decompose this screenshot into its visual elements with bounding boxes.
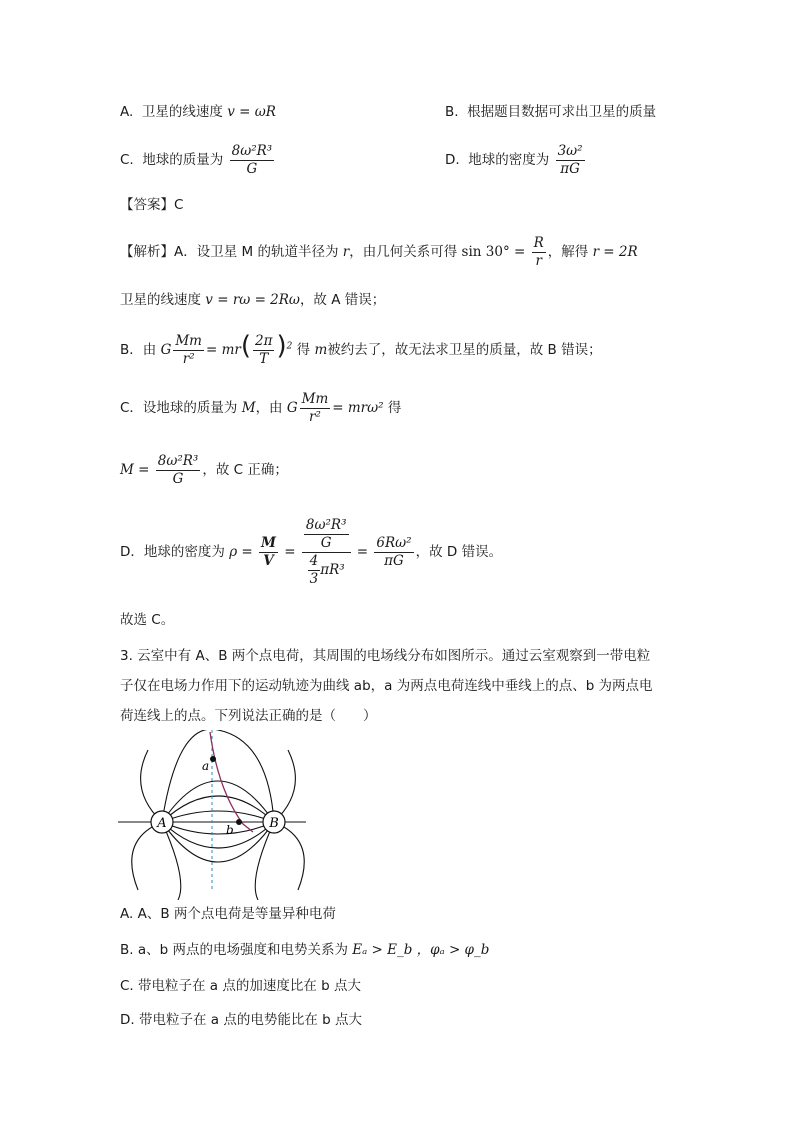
conclusion-line: 故选 C。 — [120, 612, 175, 628]
field-line — [162, 811, 274, 822]
question3-line3: 荷连线上的点。下列说法正确的是（ ） — [120, 708, 377, 724]
charge-a-label: A — [157, 816, 167, 831]
option-b: B. 根据题目数据可求出卫星的质量 — [445, 104, 657, 120]
answer-value: C — [174, 197, 184, 213]
point-b-label: b — [226, 823, 234, 837]
analysis-tag: 【解析】 — [120, 244, 174, 260]
point-a — [210, 756, 216, 762]
question3-line2: 子仅在电场力作用下的运动轨迹为曲线 ab，a 为两点电荷连线中垂线上的点、b 为两点电 — [120, 678, 653, 694]
field-line — [162, 822, 274, 834]
analysis-line-a2: 卫星的线速度 v = rω = 2Rω，故 A 错误； — [120, 292, 386, 308]
field-line — [162, 796, 274, 822]
trajectory-curve — [210, 732, 253, 832]
answer-line — [120, 195, 183, 215]
analysis-line-a1: 【解析】A．设卫星 M 的轨道半径为 r，由几何关系可得 sin 30° = $\frac{R}{r}$ ，解得 r = 2R — [120, 234, 638, 269]
q3-option-d: D. 带电粒子在 a 点的电势能比在 b 点大 — [120, 1012, 362, 1028]
q3-option-c: C. 带电粒子在 a 点的加速度比在 b 点大 — [120, 978, 362, 994]
charge-b-label: B — [269, 816, 279, 831]
analysis-line-b: B．由 G $\frac{Mm}{\text{r²}}$ = mr( $\frac{2\pi}{T}$ )$^2$ 得 m被约去了，故无法求卫星的质量，故 B 错误； — [120, 331, 602, 367]
analysis-line-d: D．地球的密度为 ρ = $\frac{M}{V}$ = $\frac{\text{8ω²R³}}{G}$ $\frac{4}{3}$ πR³ = $\frac{\text{6Rω²}}{\pi G}$ ，故 D 错误。 — [120, 516, 503, 587]
point-a-label: a — [202, 759, 210, 773]
analysis-line-c2: M = $\frac{\text{8ω²R³}}{G}$ ，故 C 正确； — [120, 452, 288, 487]
analysis-line-c: C．设地球的质量为 M，由 G $\frac{Mm}{\text{r²}}$ = mrω² 得 — [120, 390, 402, 425]
option-c: C. 地球的质量为 $\frac{\text{8ω²R³}}{G}$ — [120, 142, 273, 177]
point-b — [236, 819, 242, 825]
question3-line1: 3. 云室中有 A、B 两个点电荷，其周围的电场线分布如图所示。通过云室观察到一带电粒 — [120, 648, 651, 664]
q3-option-b: B. a、b 两点的电场强度和电势关系为 Eₐ > E_b ，φₐ > φ_b — [120, 942, 490, 958]
electric-field-figure — [118, 730, 318, 900]
answer-tag: 【答案】 — [120, 197, 174, 213]
field-line — [162, 822, 274, 848]
q3-option-a: A. A、B 两个点电荷是等量异种电荷 — [120, 906, 336, 922]
option-a: A. 卫星的线速度 v = ωR — [120, 104, 276, 120]
option-d: D. 地球的密度为 $\frac{\text{3ω²}}{\pi G}$ — [445, 142, 583, 177]
